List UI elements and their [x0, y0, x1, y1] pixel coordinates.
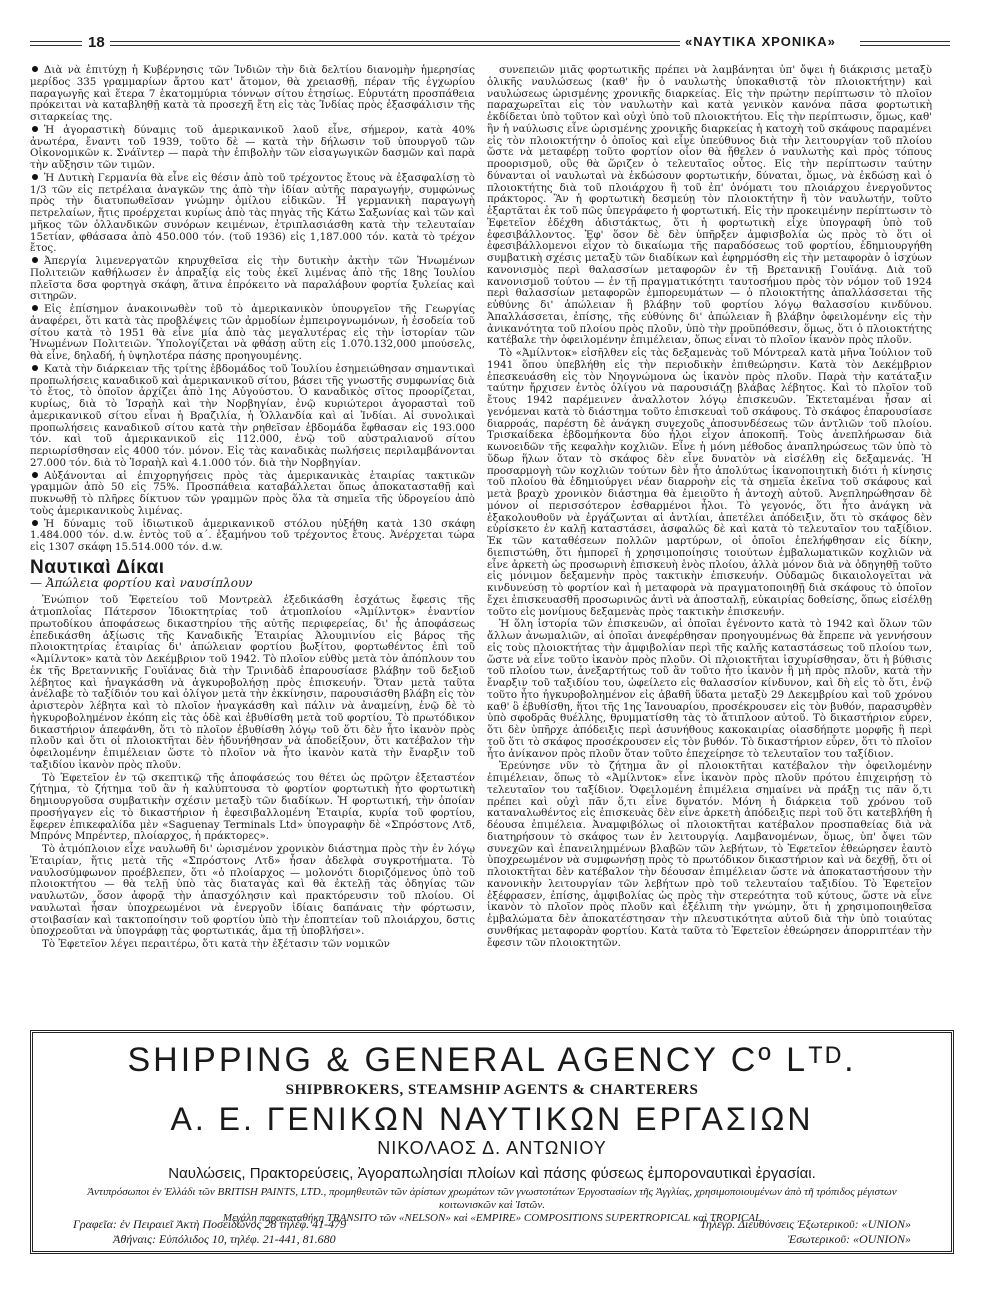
bullet-icon: [32, 66, 38, 72]
ad-representation-line: Ἀντιπρόσωποι ἐν Ἑλλάδι τῶν BRITISH PAINTS, LTD., προμηθευτῶν τῶν ἀρίστων χρωμάτων τῶν γνωστοτάτων Ἐργοστασίων τῆς Ἀγγλίας, χρησιμοποιουμένων ἀπὸ τῆ τρόπιδος μέγιστων κοιτωνισκῶν καὶ Ἰστῶν.: [87, 1186, 897, 1211]
section-heading: Ναυτικαὶ Δίκαι: [30, 556, 165, 578]
news-item: Ἡ Δυτικὴ Γερμανία θὰ εἶνε εἰς θέσιν ἀπὸ τοῦ τρέχοντος ἔτους νὰ ἐξασφαλίσῃ τὸ 1/3 τῶν εἰς πετρέλαια ἀναγκῶν της ἀπὸ τὴν ἰδίαν αὐτῆς παραγωγήν, συμφώνως πρὸς τὴν διατυπωθεῖσαν γνώμην ὁμίλου εἰδικῶν. Ἡ γερμανικὴ παραγωγὴ πετρελαίων, ἥτις προέρχεται κυρίως ἀπὸ τὰς πηγὰς τῆς Κάτω Σαξωνίας καὶ τῶν καὶ μῆκος τῶν ὁλλανδικῶν συνόρων κειμένων, ἐτριπλασιάσθη κατὰ τὴν τελευταίαν 15ετίαν, φθάσασα ἀπὸ 450.000 τόν. (τοῦ 1936) εἰς 1,187.000 τόν. κατὰ τὸ τρέχον ἔτος.: [30, 171, 475, 255]
left-column: [30, 65, 475, 952]
bullet-icon: [32, 174, 38, 180]
article-paragraph: Τὸ Ἐφετεῖον λέγει περαιτέρω, ὅτι κατὰ τὴν ἐξέτασιν τῶν νομικῶν: [42, 938, 390, 950]
advertisement-box: [30, 1030, 954, 1254]
news-item: Εἰς ἐπίσημον ἀνακοινωθὲν τοῦ τὸ ἀμερικανικὸν ὑπουργεῖον τῆς Γεωργίας ἀναφέρει, ὅτι κατὰ τὰς προβλέψεις τῶν ἁρμοδίων ἐμπειρογνωμόνων, ἡ ἐσοδεία τοῦ σίτου κατὰ τὸ 1951 θὰ εἶνε μία ἀπὸ τὰς μεγαλυτέρας εἰς τὴν ἱστορίαν τῶν Ἡνωμένων Πολιτειῶν. Ὑπολογίζεται νὰ φθάσῃ αὕτη εἰς 1.070.132,000 μπούσελς, θὰ εἶνε, δηλαδή, ἡ ὑψηλοτέρα πάσης προηγουμένης.: [30, 303, 475, 362]
article-paragraph: Ἐνώπιον τοῦ Ἐφετείου τοῦ Μοντρεὰλ ἐξεδικάσθη ἐσχάτως ἔφεσις τῆς ἀτμοπλοΐας Πάτερσον Ἰδιοκτητρίας τοῦ ἀτμοπλοίου «Ἀμίλντοκ» ἐναντίον πρωτοδίκου ἀποφάσεως δικαστηρίου τῆς αὐτῆς περιφερείας, δι' ἧς ἀποφάσεως ἐπεδικάσθη ἀξίωσις τῆς Καναδικῆς Ἑταιρίας Ἀλουμινίου εἰς βάρος τῆς πλοιοκτητρίας ἑταιρίας δι' ἀπώλειαν φορτίου βωξίτου, φορτωθέντος ἐπὶ τοῦ «Ἀμίλντοκ» κατὰ τὸν Δεκέμβριον τοῦ 1942. Τὸ πλοῖον εὐθὺς μετὰ τὸν ἀπόπλουν του ἐκ τῆς Βρεταννικῆς Γουϊάνας διὰ τὴν Τρινιδὰδ ἐπαρουσίασε βλάβην τοῦ δεξιοῦ λέβητος καὶ ἠναγκάσθη νὰ ἀγκυροβολήσῃ πρὸς ἐπισκευήν. Ὅταν μετὰ ταῦτα ἀνέλαβε τὸ ταξίδιόν του καὶ ὀλίγον μετὰ τὴν ἐκκίνησιν, παρουσιάσθη βλάβη εἰς τὸν ἀριστερὸν λέβητα καὶ τὸ πλοῖον ἠναγκάσθη καὶ πάλιν νὰ ἀναμείνῃ, ἐνῷ δὲ τὸ ἠγκυροβολημένον ἐκόπη εἰς τὰς ὁδὲ καὶ ἐβυθίσθη μετὰ τοῦ φορτίου. Τὸ πρωτόδικον δικαστήριον ἀπεφάνθη, ὅτι τὸ πλοῖον ἐβυθίσθη λόγῳ τοῦ ὅτι δὲν ἦτο ἱκανὸν πρὸς πλοῦν καὶ ὅτι οἱ πλοιοκτῆται δὲν ἠδυνήθησαν νὰ ἀποδείξουν, ὅτι κατέβαλον τὴν ὀφειλομένην ἐπιμέλειαν ὥστε τὸ πλοῖον νὰ ἦτο ἱκανὸν κατὰ τὴν ἔναρξιν τοῦ ταξιδίου ἱκανὸν πρὸς πλοῦν.: [30, 594, 475, 771]
header-rule-middle: [110, 41, 680, 46]
news-item: Αὐξάνονται αἱ ἐπιχορηγήσεις πρὸς τὰς ἀμερικανικὰς ἑταιρίας τακτικῶν γραμμῶν ἀπὸ 50 εἰς 75%. Προσπάθεια καταβάλλεται ὅπως ἀποκατασταθῇ καὶ πυκνωθῇ τὸ πλῆρες δίκτυον τῶν γραμμῶν πρὸς ὅλα τὰ σημεῖα τῆς ὑδρογείου ἀπὸ τοὺς ἀμερικανικοὺς λιμένας.: [30, 469, 475, 517]
article-paragraph: Ἡ ὅλη ἱστορία τῶν ἐπισκευῶν, αἱ ὁποῖαι ἐγένοντο κατὰ τὸ 1942 καὶ ὅλων τῶν ἄλλων ἀνωμαλιῶν, αἱ ὁποῖαι ἀνεφέρθησαν προηγουμένως θὰ ἔπρεπε νὰ γεννήσουν εἰς τοὺς πλοιοκτήτας τὴν ἀμφιβολίαν περὶ τῆς καλῆς καταστάσεως τοῦ πλοίου των, ὥστε νὰ εἶνε τοῦτο ἱκανὸν πρὸς πλοῦν. Οἱ πλοιοκτῆται ἰσχυρίσθησαν, ὅτι ἡ βύθισις τοῦ πλοίου των, ἀνεξαρτήτως τοῦ ἂν τοῦτο ἦτο ἱκανὸν ἢ μὴ πρὸς πλοῦν, κατὰ τὴν ἔναρξιν τοῦ ταξιδίου του, ὠφείλετο εἰς θαλασσίον κίνδυνον, καὶ δὴ εἰς τὸ ὅτι, ἐνῷ τοῦτο ἦτο ἠγκυροβολημένον εἰς ἀβαθῆ ὕδατα μεταξὺ 29 Δεκεμβρίου καὶ τοῦ χρόνου καθ' ὃ ἐβυθίσθη, ἥτοι τῆς 1ης Ἰανουαρίου, προσέκρουσεν εἰς τὸν βυθόν, παρασυρθὲν ὑπὸ σφοδρᾶς θυέλλης, θρυμματίσθη τὰς τὸ ἄτιπλοον αὐτοῦ. Τὸ δικαστήριον εὗρεν, ὅτι δὲν ὑπῆρχε ἀπόδειξις περὶ ἀσυνήθους κακοκαιρίας οἱασδήποτε μορφῆς ἢ περὶ τοῦ ὅτι τὸ σκάφος προσέκρουσεν εἰς τὸν βυθόν. Τὸ δικαστήριον εὗρεν, ὅτι τὸ πλοῖον ἦτο ἀνίκανον πρὸς πλοῦν ὅταν τοῦτο ἐπεχείρησε τὸ τελευταῖον του ταξίδιον.: [487, 618, 932, 760]
right-column: [487, 65, 932, 950]
ad-company-name-gr: Α. Ε. ΓΕΝΙΚΩΝ ΝΑΥΤΙΚΩΝ ΕΡΓΑΣΙΩΝ: [170, 1101, 814, 1137]
article-subheading: — Ἀπώλεια φορτίου καὶ ναυσίπλουν: [30, 575, 253, 590]
journal-title: «ΝΑΥΤΙΚΑ ΧΡΟΝΙΚΑ»: [685, 34, 836, 49]
article-paragraph: Τὸ Ἐφετεῖον ἐν τῷ σκεπτικῷ τῆς ἀποφάσεώς του θέτει ὡς πρῶτον ἐξεταστέον ζήτημα, τὸ ζήτημα τοῦ ἂν ἡ καλύπτουσα τὸ φορτίον φορτωτικὴ ἦτο φορτωτικὴ δημιουργοῦσα συμβατικὴν σχέσιν μεταξὺ τῶν διαδίκων. Ἡ φορτωτική, τὴν ὁποίαν προσήγαγεν εἰς τὸ δικαστήριον ἡ ἐφεσιβαλλομένη Ἑταιρία, κυρία τοῦ φορτίου, ἔφερεν ἐπικεφαλίδα μὲν «Saguenay Terminals Ltd» ὑπογραφὴν δὲ «Σπρόστονς Λτδ, Μπρόνς Μπρέντερ, πλοίαρχος, ἡ πράκτορες».: [30, 771, 475, 843]
page-number: 18: [88, 34, 105, 51]
ad-office-piraeus: Γραφεῖα: ἐν Πειραιεῖ Ἀκτὴ Ποσειδῶνος 28 τηλέφ. 41-479: [73, 1217, 347, 1231]
bullet-icon: [32, 305, 38, 311]
header-rule-left: [30, 41, 82, 46]
ad-company-name-en: SHIPPING & GENERAL AGENCY Cº Lᵀᴰ.: [127, 1041, 857, 1079]
news-item: Ἡ δύναμις τοῦ ἰδιωτικοῦ ἀμερικανικοῦ στόλου ηὐξήθη κατὰ 130 σκάφη 1.484.000 τόν. d.w. ἐντὸς τοῦ α΄. ἑξαμήνου τοῦ τρέχοντος ἔτους. Ἀνέρχεται τώρα εἰς 1307 σκάφη 15.514.000 τόν. d.w.: [30, 517, 475, 553]
news-item: Διὰ νὰ ἐπιτύχῃ ἡ Κυβέρνησις τῶν Ἰνδιῶν τὴν διὰ δελτίου διανομὴν ἡμερησίας μερίδος 335 γραμμαρίων ἄρτου κατ' ἄτομον, θὰ χρειασθῇ, πέραν τῆς ἐγχωρίου παραγωγῆς καὶ ἕτερα 7 ἑκατομμύρια τόννων σίτου ἐτησίως. Εὐρυτάτη προσπάθεια πρόκειται νὰ καταβληθῇ κατὰ τὰ προσεχῆ ἔτη εἰς τὰς Ἰνδίας πρὸς ἐξασφάλισιν τῆς σιταρκείας της.: [30, 64, 475, 123]
ad-owner-name: ΝΙΚΟΛΑΟΣ Δ. ΑΝΤΩΝΙΟΥ: [377, 1138, 607, 1158]
bullet-icon: [32, 520, 38, 526]
news-item: Ἡ ἀγοραστικὴ δύναμις τοῦ ἀμερικανικοῦ λαοῦ εἶνε, σήμερον, κατὰ 40% ἀνωτέρα, ἔναντι τοῦ 1939, τοῦτο δὲ — κατὰ τὴν δήλωσιν τοῦ ὑπουργοῦ τῶν Οἰκονομικῶν κ. Σνάϊντερ — παρὰ τὴν ἐπιβολὴν τῶν εἰσαγωγικῶν δασμῶν καὶ παρὰ τὴν αὔξησιν τῶν τιμῶν.: [30, 123, 475, 171]
ad-services: Ναυλώσεις, Πρακτορεύσεις, Ἀγοραπωλησίαι πλοίων καὶ πάσης φύσεως ἐμποροναυτικαὶ ἐργασίαι.: [168, 1165, 816, 1182]
article-paragraph: Τὸ ἀτμόπλοιον εἶχε ναυλωθῆ δι' ὡρισμένον χρονικὸν διάστημα πρὸς τὴν ἐν λόγῳ Ἑταιρίαν, ἥτις μετὰ τῆς «Σπρόστονς Λτδ» ἦσαν ἀδελφὰ συγκροτήματα. Τὸ ναυλοσύμφωνον προέβλεπεν, ὅτι «ὁ πλοίαρχος — μολονότι διοριζόμενος ὑπὸ τοῦ πλοιοκτήτου — θὰ τελῇ ὑπὸ τὰς διαταγὰς καὶ θὰ ἐκτελῇ τὰς ὁδηγίας τῶν ναυλωτῶν, ὅσον ἀφορᾷ τὴν ἀπασχόλησιν καὶ πρακτόρευσιν τοῦ πλοίου. Οἱ ναυλωταὶ ἦσαν ὑποχρεωμένοι νὰ ἐνεργοῦν ἰδίαις δαπάναις τὴν φόρτωσιν, στοιβασίαν καὶ τακτοποίησιν τοῦ φορτίου ὑπὸ τὴν ἐποπτείαν τοῦ πλοιάρχου, δστις ὑποχρεοῦται νὰ ὑπογράφῃ τὰς φορτωτικάς, ἅμα τῇ ὑποβλήσει».: [30, 843, 475, 938]
header-rule-right: [860, 41, 950, 46]
ad-office-athens: Ἀθήναις: Εὐπόλιδος 10, τηλέφ. 21-441, 81.680: [113, 1232, 336, 1246]
ad-stock-line: Μεγάλη παρακαταθήκη TRANSITO τῶν «NELSON» καὶ «EMPIRE» COMPOSITIONS SUPERTROPICAL καὶ TROPICAL: [222, 1212, 762, 1224]
article-paragraph: Ἐρεύνησε νῦν τὸ ζήτημα ἂν οἱ πλοιοκτῆται κατέβαλον τὴν ὀφειλομένην ἐπιμέλειαν, ὅπως τὸ «Ἀμίλντοκ» εἶνε ἱκανὸν πρὸς πλοῦν πρότου ἐπιχειρήσῃ τὸ τελευταῖον του ταξίδιον. Ὀφειλομένη ἐπιμέλεια σημαίνει νὰ πράξῃ τις πᾶν ὅ,τι πρέπει καὶ οὐχὶ πᾶν ὅ,τι εἶνε δυνατόν. Μόνη ἡ διάρκεια τοῦ χρόνου τοῦ καταναλωθέντος εἰς ἐπισκευὰς δὲν εἶνε ἀρκετὴ ἀπόδειξις περὶ τοῦ ὅτι κατεβλήθη ἡ δέουσα ἐπιμέλεια. Ἀναμφιβόλως οἱ πλοιοκτῆται κατέβαλον προσπαθείας διὰ νὰ διατηρήσουν τὸ σκάφος των ἐν λειτουργίᾳ. Λαμβανομένων, ὅμως, ὑπ' ὄψει τῶν συνεχῶν καὶ ἐπανειλημμένων βλαβῶν τῶν λεβήτων, τὸ Ἐφετεῖον ἐθεώρησεν ἑαυτὸ ὑποχρεωμένον νὰ συμφωνήσῃ πρὸς τὸ πρωτόδικον δικαστήριον καὶ νὰ δεχθῇ, ὅτι οἱ πλοιοκτῆται δὲν κατέβαλον τὴν δέουσαν ἐπιμέλειαν ὥστε νὰ ἀποκαταστήσουν τὴν κανονικὴν λειτουργίαν τῶν λεβήτων πρὸ τοῦ τελευταίου ταξιδίου. Τὸ Ἐφετεῖον ἐξέφρασεν, ἐπίσης, ἀμφιβολίας ὡς πρὸς τὴν στερεότητα τοῦ κύτους, ὥστε νὰ εἶνε ἱκανὸν τὸ πλοῖον πρὸς πλοῦν καὶ ἐξέλιπη τὴν γνώμην, ὅτι ἡ χρησιμοποιηθεῖσα ἐμβαλώματα δὲν ἀποκατέστησαν τὴν πλευστικότητα αὐτοῦ διὰ τὴν ὑπὸ τοιαύτας συνθήκας μεταφορὰν φορτίου. Κατὰ ταῦτα τὸ Ἐφετεῖον ἐθεώρησεν ἀπορριπτέαν τὴν ἔφεσιν τῶν πλοιοκτητῶν.: [487, 760, 932, 949]
bullet-icon: [32, 365, 38, 371]
ad-telegraph-external: Τηλεγρ. Διευθύνσεις Ἐξωτερικοῦ: «UNION»: [699, 1217, 911, 1231]
bullet-icon: [32, 257, 38, 263]
news-item: Ἀπεργία λιμενεργατῶν κηρυχθεῖσα εἰς τὴν δυτικὴν ἀκτὴν τῶν Ἡνωμένων Πολιτειῶν καθήλωσεν ἐν ἀπραξίᾳ εἰς τοὺς ἐκεῖ λιμένας ἀπὸ τῆς 18ης Ἰουλίου πλεῖστα δσα φορτηγὰ σκάφη, ἅτινα ἐπρόκειτο νὰ παραλάβουν φορτία ξυλείας καὶ σιτηρῶν.: [30, 255, 475, 303]
article-paragraph: συνεπειῶν μιᾶς φορτωτικῆς πρέπει νὰ λαμβάνηται ὑπ' ὄψει ἡ διάκρισις μεταξὺ ὁλικῆς ναυλώσεως (καθ' ἣν ὁ ναυλωτὴς ὑποκαθιστᾷ τὸν πλοιοκτήτην) καὶ ναυλώσεως ὡρισμένης χρονικῆς διαρκείας. Εἰς τὴν πρώτην περίπτωσιν τὸ πλοῖον παραχωρεῖται εἰς τὸν ναυλωτὴν καὶ κατὰ γενικὸν κανόνα πᾶσα φορτωτικὴ ἐκδίδεται ὑπὸ τοῦτον καὶ οὐχὶ ὑπὸ τοῦ πλοιοκτήτου. Εἰς τὴν περίπτωσιν, ὅμως, καθ' ἣν ἡ ναύλωσις εἶνε ὡρισμένης χρονικῆς διαρκείας ἡ κατοχὴ τοῦ σκάφους παραμένει εἰς τὸν πλοιοκτήτην ὁ ὁποῖος καὶ εἶνε ὑπεύθυνος διὰ τὴν λειτουργίαν τοῦ πλοίου ὥστε νὰ μεταφέρῃ τοῦτο φορτίον οἷον θὰ ἤθελεν ὁ ναυλωτὴς καὶ πρὸς τόπους προορισμοῦ, οὓς θὰ ὥριζεν ὁ τελευταῖος οὗτος. Εἰς τὴν περίπτωσιν ταύτην δύνανται οἱ ναυλωταὶ νὰ ἐκδώσουν φορτωτικήν, δύναται, ὅμως, νὰ ἐκδώσῃ καὶ ὁ πλοιοκτήτης διὰ τοῦ πλοιάρχου ἢ τοῦ ἐπ' ὀνόματι του πλοιάρχου ἐνεργοῦντος πράκτορος. Ἂν ἡ φορτωτικὴ δεσμεύῃ τὸν πλοιοκτήτην ἢ τὸν ναυλωτήν, τοῦτο ἐξαρτᾶται ἐκ τοῦ πῶς ὑπεγράφετο ἡ φορτωτική. Εἰς τὴν προκειμένην περίπτωσιν τὸ Ἐφετεῖον ἐδέχθη ἀδιστάκτως, ὅτι ἡ φορτωτικὴ εἶχε ὑπογραφῆ ὑπὸ τοῦ ἐφεσιβάλλοντος. Ἐφ' ὅσον δὲ δὲν ὑπῆρξεν ἀμφισβολία ὡς πρὸς τὸ ὅτι οἱ ἐφεσιβάλλομενοι εἶχον τὸ δικαίωμα τῆς παραδόσεως τοῦ φορτίου, ἐδημιουργήθη συμβατικὴ σχέσις μεταξὺ τῶν διαδίκων καὶ ἐφηρμόσθη εἰς τὴν μεταφορὰν ὁ ἰσχύων κανονισμὸς περὶ θαλασσίων μεταφορῶν ἐν τῇ Βρετανικῇ Γουϊάνᾳ. Διὰ τοῦ κανονισμοῦ τούτου — ἐν τῇ πραγματικότητι ταυτοσήμου πρὸς τὸν νόμον τοῦ 1924 περὶ θαλασσίων μεταφορῶν ἐμπορευμάτων — ὁ πλοιοκτήτης ἀπαλλάσσεται τῆς εὐθύνης δι' ἀπώλειαν ἢ βλάβην τοῦ φορτίου λόγῳ θαλασσίου κινδύνου. Ἀπαλλάσσεται, ἐπίσης, τῆς εὐθύνης δι' ἀπώλειαν ἢ βλάβην ὀφειλομένην εἰς τὴν ἀνικανότητα τοῦ πλοίου πρὸς πλοῦν, ὑπὸ τὴν προϋπόθεσιν, ὅμως, ὅτι ὁ πλοιοκτήτης κατέβαλε τὴν ὀφειλομένην ἐπιμέλειαν, ὅπως εἶναι τὸ πλοῖον ἱκανὸν πρὸς πλοῦν.: [487, 64, 932, 347]
ad-telegraph-internal: Ἐσωτερικοῦ: «ΟUNION»: [787, 1232, 911, 1246]
news-item: Κατὰ τὴν διάρκειαν τῆς τρίτης ἑβδομάδος τοῦ Ἰουλίου ἐσημειώθησαν σημαντικαὶ προπωλήσεις καναδικοῦ καὶ ἀμερικανικοῦ σίτου, βάσει τῆς γνωστῆς συμφωνίας διὰ τὸ ἔτος, τὸ ὁποῖον ἀρχίζει ἀπὸ 1ης Αὐγούστου. Ὁ καναδικὸς σῖτος προορίζεται, κυρίως, διὰ τὸ Ἰσραὴλ καὶ τὴν Νορβηγίαν, ἐνῷ κυριώτεροι ἀγορασταὶ τοῦ ἀμερικανικοῦ σίτου εἶναι ἡ Βραζιλία, ἡ Ὁλλανδία καὶ αἱ Ἰνδίαι. Αἱ συνολικαὶ προπωλήσεις καναδικοῦ σίτου κατὰ τὴν ρηθεῖσαν ἑβδομάδα ἔφθασαν εἰς 193.000 τόν. καὶ τοῦ ἀμερικανικοῦ εἰς 112.000, ἐνῷ τοῦ αὐστραλιανοῦ σίτου περιωρίσθησαν εἰς 4000 τόν. μόνον. Εἰς τὰς καναδικὰς πωλήσεις περιλαμβάνονται 27.000 τόν. διὰ τὸ Ἰσραὴλ καὶ 4.1.000 τόν. διὰ τὴν Νορβηγίαν.: [30, 362, 475, 469]
bullet-icon: [32, 126, 38, 132]
bullet-icon: [32, 472, 38, 478]
ad-contacts: [53, 1217, 931, 1247]
ad-tagline-en: SHIPBROKERS, STEAMSHIP AGENTS & CHARTERERS: [285, 1082, 699, 1098]
article-paragraph: Τὸ «Ἀμίλντοκ» εἰσῆλθεν εἰς τὰς δεξαμενὰς τοῦ Μόντρεαλ κατὰ μῆνα Ἰούλιον τοῦ 1941 ὅπου ὑπεβλήθη εἰς τὴν περιοδικὴν ἐπιθεώρησιν. Κατὰ τὸν Δεκέμβριον ἐπεσκευάσθη εἰς τὸν Νηογνώμονα ὡς ἱκανὸν πρὸς πλοῦν. Παρὰ τὴν κατάταξιν ταύτην ἤρχισεν ἐντὸς ὀλίγου νὰ παρουσιάζῃ βλάβας λέβητος. Καὶ τὸ πλοῖον τοῦ ἔτους 1942 παρέμεινεν ἀναλλοτον λόγῳ ἐπισκευῶν. Ἐκτεταμέναι ἦσαν αἱ γενόμεναι κατὰ τὸ διάστημα τοῦτο ἐπισκευαὶ τοῦ σκάφους. Τὸ σκάφος ἐπαρουσίασε διαρροάς, παρέστη δὲ ἀνάγκη συνεχοῦς ἀποσυνδέσεως τῶν ἀντλιῶν τοῦ πλοίου. Τρισκαίδεκα ἐβδομήκοντα δύο ἦλοι εἶχον ἀποκοπῆ. Τοὺς ἀνεπλήρωσαν διὰ κωνοειδῶν τῆς κεφαλὴν κοχλιῶν. Εἶνε ἡ μόνη μέθοδος ἀναπληρώσεως τῶν ὑπὸ τὸ ὕδωρ ἥλων ὅταν τὸ σκάφος δὲν εἶνε δυνατὸν νὰ εἰσέλθῃ εἰς δεξαμενάς. Ἡ προσαρμογὴ τῶν κοχλιῶν τούτων δὲν ἦτο ἀπολύτως ἱκανοποιητικὴ διότι ἡ κίνησις τοῦ πλοίου θὰ ἐδημιούργει νέαν διαρροὴν εἰς τὰ σημεῖα ἐκεῖνα τοῦ σκάφους καὶ μετὰ βραχὺ χρονικὸν διάστημα θὰ ἐμειοῦτο ἡ ἀντοχὴ αὐτοῦ. Ἀνεπληρώθησαν δὲ μόνον οἱ περισσότερον ἐσθαρμένοι ἦλοι. Τὸ γεγονός, ὅτι ἦτο ἀνάγκη νὰ ἐξακολουθοῦν νὰ ἐργάζωνται αἱ ἀντλίαι, ἀπετέλει ἀπόδειξιν, ὅτι τὸ σκάφος δὲν εὑρίσκετο ἐν καλῇ καταστάσει, ἀσφαλῶς δὲ καὶ κατὰ τὸ τελευταῖον του ταξίδιον. Ἐκ τῶν καταθέσεων πολλῶν μαρτύρων, οἱ ὁποῖοι ἐπελήφθησαν εἰς δίκην, διεπιστώθη, ὅτι ἠμπορεῖ ἡ χρησιμοποίησις τοιούτων ἐμβαλωματικῶν κοχλιῶν νὰ εἶνε ἀρκετὴ ὡς προσωρινὴ ἐπισκευὴ ἑνὸς πλοίου, ἀλλὰ μόνον διὰ νὰ ὁδηγηθῇ τοῦτο εἰς μόνιμον δεξαμενὴν πρὸς τακτικὴν ἐπισκευήν. Οὐδαμῶς δικαιολογεῖται νὰ κινδυνεύσῃ τὸ φορτίον καὶ ἡ μεταφορὰ νὰ πραγματοποιηθῇ διὰ σκάφους τὸ ὁποῖον ἔχει ἐπισκευασθῆ προσωρινῶς ἀντὶ νὰ ἀποσταλῇ, εὐκαιρίας δοθείσης, ὅπως εἰσέλθῃ τοῦτο εἰς μονίμους δεξαμενὰς πρὸς τακτικὴν ἐπισκευήν.: [487, 347, 932, 618]
page-header: [30, 34, 950, 54]
